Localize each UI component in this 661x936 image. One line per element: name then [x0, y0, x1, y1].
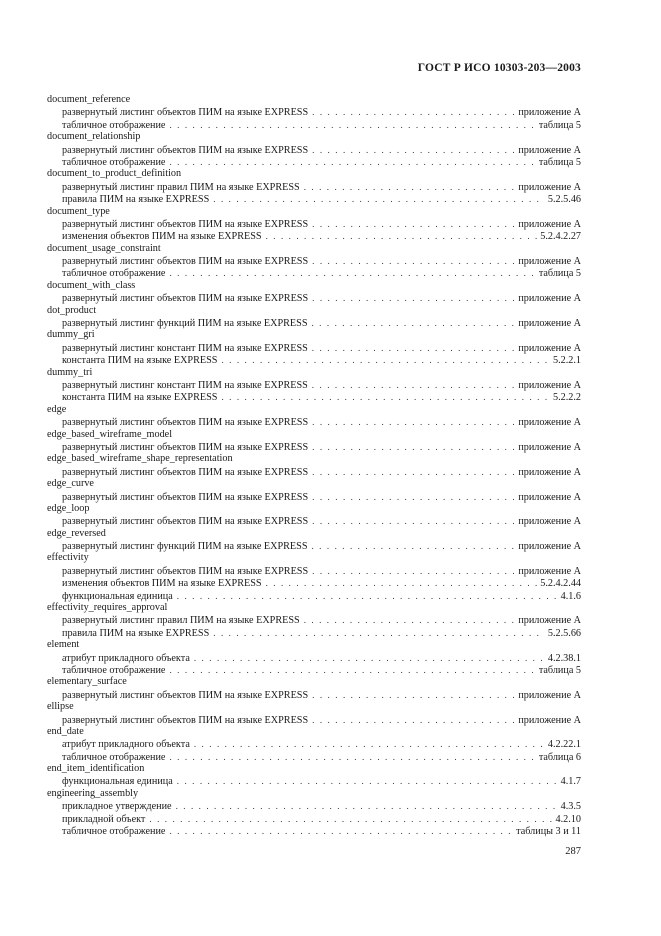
index-term: document_reference	[47, 94, 131, 105]
index-term: edge	[47, 403, 67, 415]
dot-leader	[312, 292, 515, 304]
dot-leader	[169, 156, 535, 168]
reference-target: приложение А	[518, 342, 581, 354]
reference-target: 4.1.7	[560, 776, 581, 788]
reference-label: табличное отображение	[62, 751, 166, 763]
dot-leader	[312, 342, 516, 354]
index-term: end_item_identification	[47, 763, 145, 775]
index-reference	[47, 119, 581, 131]
reference-target: 4.2.38.1	[547, 652, 581, 664]
reference-target: 4.3.5	[560, 801, 581, 813]
index-reference	[47, 354, 581, 366]
dot-leader	[213, 193, 545, 205]
dot-leader	[169, 267, 535, 279]
index-reference	[47, 738, 581, 750]
reference-target: приложение А	[518, 379, 581, 391]
reference-target: приложение А	[518, 417, 581, 429]
dot-leader	[312, 218, 515, 230]
reference-label: развернутый листинг объектов ПИМ на языке EXPRESS	[62, 218, 309, 230]
reference-label: развернутый листинг объектов ПИМ на языке EXPRESS	[62, 565, 309, 577]
reference-target: 5.2.4.2.44	[540, 578, 581, 590]
index-term: document_with_class	[47, 279, 136, 291]
index-reference	[47, 813, 581, 825]
reference-label: развернутый листинг объектов ПИМ на языке EXPRESS	[62, 689, 309, 701]
index-reference	[47, 590, 581, 602]
index-term: end_date	[47, 725, 84, 737]
reference-label: прикладной объект	[62, 813, 146, 825]
dot-leader	[312, 416, 515, 428]
reference-target: 4.1.6	[560, 590, 581, 602]
reference-label: развернутый листинг объектов ПИМ на языке EXPRESS	[62, 714, 309, 726]
reference-label: константа ПИМ на языке EXPRESS	[62, 392, 218, 404]
index-term: dot_product	[47, 304, 97, 316]
reference-label: правила ПИМ на языке EXPRESS	[62, 627, 210, 639]
index-reference	[47, 689, 581, 701]
reference-label: функциональная единица	[62, 776, 173, 788]
reference-target: 5.2.2.1	[552, 355, 581, 367]
reference-target: таблица 5	[538, 664, 581, 676]
dot-leader	[311, 540, 515, 552]
reference-label: развернутый листинг объектов ПИМ на языке EXPRESS	[62, 417, 309, 429]
reference-label: развернутый листинг правил ПИМ на языке EXPRESS	[62, 181, 300, 193]
reference-target: приложение А	[518, 256, 581, 268]
dot-leader	[312, 565, 515, 577]
index-reference	[47, 714, 581, 726]
reference-label: развернутый листинг функций ПИМ на языке EXPRESS	[62, 318, 308, 330]
reference-label: табличное отображение	[62, 826, 166, 838]
reference-target: таблицы 3 и 11	[516, 826, 581, 838]
reference-label: развернутый листинг констант ПИМ на языке EXPRESS	[62, 379, 308, 391]
reference-target: приложение А	[518, 144, 581, 156]
dot-leader	[221, 391, 550, 403]
reference-label: константа ПИМ на языке EXPRESS	[62, 355, 218, 367]
dot-leader	[176, 800, 558, 812]
index-term: ellipse	[47, 701, 74, 713]
dot-leader	[169, 825, 513, 837]
dot-leader	[213, 627, 545, 639]
page-number: 287	[565, 846, 581, 857]
dot-leader	[177, 775, 558, 787]
reference-label: развернутый листинг констант ПИМ на языке EXPRESS	[62, 342, 308, 354]
index-reference	[47, 106, 581, 118]
index-term: element	[47, 639, 80, 651]
index-term: edge_reversed	[47, 527, 106, 539]
dot-leader	[304, 181, 516, 193]
reference-label: развернутый листинг объектов ПИМ на языке EXPRESS	[62, 107, 309, 119]
reference-target: приложение А	[518, 615, 581, 627]
index-reference	[47, 317, 581, 329]
index-reference	[47, 181, 581, 193]
dot-leader	[312, 714, 515, 726]
index-reference	[47, 565, 581, 577]
reference-target: приложение А	[518, 181, 581, 193]
index-reference	[47, 751, 581, 763]
index-reference	[47, 267, 581, 279]
reference-target: приложение А	[518, 516, 581, 528]
index-term: dummy_tri	[47, 366, 93, 378]
index-reference	[47, 466, 581, 478]
reference-target: приложение А	[518, 218, 581, 230]
reference-label: развернутый листинг объектов ПИМ на языке EXPRESS	[62, 466, 309, 478]
reference-label: правила ПИМ на языке EXPRESS	[62, 194, 210, 206]
reference-label: табличное отображение	[62, 119, 166, 131]
dot-leader	[312, 515, 515, 527]
index-reference	[47, 515, 581, 527]
index-term: elementary_surface	[47, 676, 127, 688]
index-reference	[47, 664, 581, 676]
reference-target: 5.2.4.2.27	[540, 231, 581, 243]
reference-label: развернутый листинг объектов ПИМ на языке EXPRESS	[62, 491, 309, 503]
reference-target: приложение А	[518, 318, 581, 330]
index-reference	[47, 144, 581, 156]
dot-leader	[266, 230, 538, 242]
dot-leader	[304, 614, 516, 626]
reference-target: приложение А	[518, 466, 581, 478]
index-reference	[47, 255, 581, 267]
index-reference	[47, 627, 581, 639]
index-term: document_to_product_definition	[47, 168, 182, 180]
dot-leader	[169, 751, 535, 763]
reference-label: развернутый листинг объектов ПИМ на языке EXPRESS	[62, 144, 309, 156]
dot-leader	[312, 144, 515, 156]
index-term: edge_based_wireframe_model	[47, 428, 173, 440]
reference-label: прикладное утверждение	[62, 801, 172, 813]
reference-target: приложение А	[518, 541, 581, 553]
index-reference	[47, 540, 581, 552]
reference-target: 5.2.5.46	[547, 194, 581, 206]
dot-leader	[194, 652, 545, 664]
reference-target: приложение А	[518, 565, 581, 577]
reference-target: приложение А	[518, 293, 581, 305]
index-term: effectivity_requires_approval	[47, 602, 168, 614]
dot-leader	[221, 354, 550, 366]
index-reference	[47, 416, 581, 428]
dot-leader	[194, 738, 545, 750]
index-term: document_type	[47, 205, 110, 217]
reference-label: развернутый листинг функций ПИМ на языке EXPRESS	[62, 541, 308, 553]
index-reference	[47, 652, 581, 664]
reference-label: развернутый листинг объектов ПИМ на языке EXPRESS	[62, 516, 309, 528]
dot-leader	[312, 379, 516, 391]
index-term: dummy_gri	[47, 329, 95, 341]
dot-leader	[312, 255, 515, 267]
reference-label: развернутый листинг объектов ПИМ на языке EXPRESS	[62, 256, 309, 268]
index-reference	[47, 292, 581, 304]
alphabetical-index	[47, 94, 581, 837]
reference-label: табличное отображение	[62, 268, 166, 280]
index-reference	[47, 825, 581, 837]
reference-target: 4.2.22.1	[547, 739, 581, 751]
dot-leader	[312, 466, 515, 478]
reference-target: приложение А	[518, 491, 581, 503]
reference-target: таблица 5	[538, 268, 581, 280]
reference-label: изменения объектов ПИМ на языке EXPRESS	[62, 231, 262, 243]
reference-label: табличное отображение	[62, 156, 166, 168]
reference-target: таблица 5	[538, 119, 581, 131]
index-reference	[47, 577, 581, 589]
index-reference	[47, 342, 581, 354]
reference-label: развернутый листинг правил ПИМ на языке EXPRESS	[62, 615, 300, 627]
reference-target: таблица 5	[538, 156, 581, 168]
index-reference	[47, 441, 581, 453]
index-term: document_usage_constraint	[47, 242, 161, 254]
dot-leader	[312, 441, 515, 453]
reference-target: таблица 6	[538, 751, 581, 763]
reference-label: развернутый листинг объектов ПИМ на языке EXPRESS	[62, 441, 309, 453]
dot-leader	[311, 317, 515, 329]
index-reference	[47, 230, 581, 242]
index-reference	[47, 379, 581, 391]
reference-target: приложение А	[518, 441, 581, 453]
dot-leader	[177, 590, 558, 602]
reference-label: изменения объектов ПИМ на языке EXPRESS	[62, 578, 262, 590]
page-header: ГОСТ Р ИСО 10303-203—2003	[417, 62, 581, 74]
index-reference	[47, 775, 581, 787]
reference-target: приложение А	[518, 714, 581, 726]
reference-target: приложение А	[518, 107, 581, 119]
dot-leader	[312, 689, 515, 701]
dot-leader	[169, 664, 535, 676]
reference-label: развернутый листинг объектов ПИМ на языке EXPRESS	[62, 293, 309, 305]
reference-label: атрибут прикладного объекта	[62, 739, 190, 751]
reference-target: приложение А	[518, 689, 581, 701]
index-reference	[47, 156, 581, 168]
index-reference	[47, 193, 581, 205]
index-reference	[47, 800, 581, 812]
index-reference	[47, 218, 581, 230]
index-term: edge_loop	[47, 502, 90, 514]
index-reference	[47, 391, 581, 403]
reference-target: 5.2.2.2	[552, 392, 581, 404]
index-reference	[47, 491, 581, 503]
dot-leader	[312, 106, 515, 118]
reference-label: функциональная единица	[62, 590, 173, 602]
index-term: edge_based_wireframe_shape_representation	[47, 453, 233, 465]
index-term: effectivity	[47, 552, 89, 564]
dot-leader	[149, 813, 552, 825]
dot-leader	[266, 577, 538, 589]
reference-target: 4.2.10	[555, 813, 581, 825]
reference-label: атрибут прикладного объекта	[62, 652, 190, 664]
dot-leader	[169, 119, 535, 131]
index-term: engineering_assembly	[47, 787, 139, 799]
reference-target: 5.2.5.66	[547, 627, 581, 639]
index-reference	[47, 614, 581, 626]
dot-leader	[312, 491, 515, 503]
index-term: edge_curve	[47, 478, 94, 490]
reference-label: табличное отображение	[62, 664, 166, 676]
index-term: document_relationship	[47, 131, 141, 143]
